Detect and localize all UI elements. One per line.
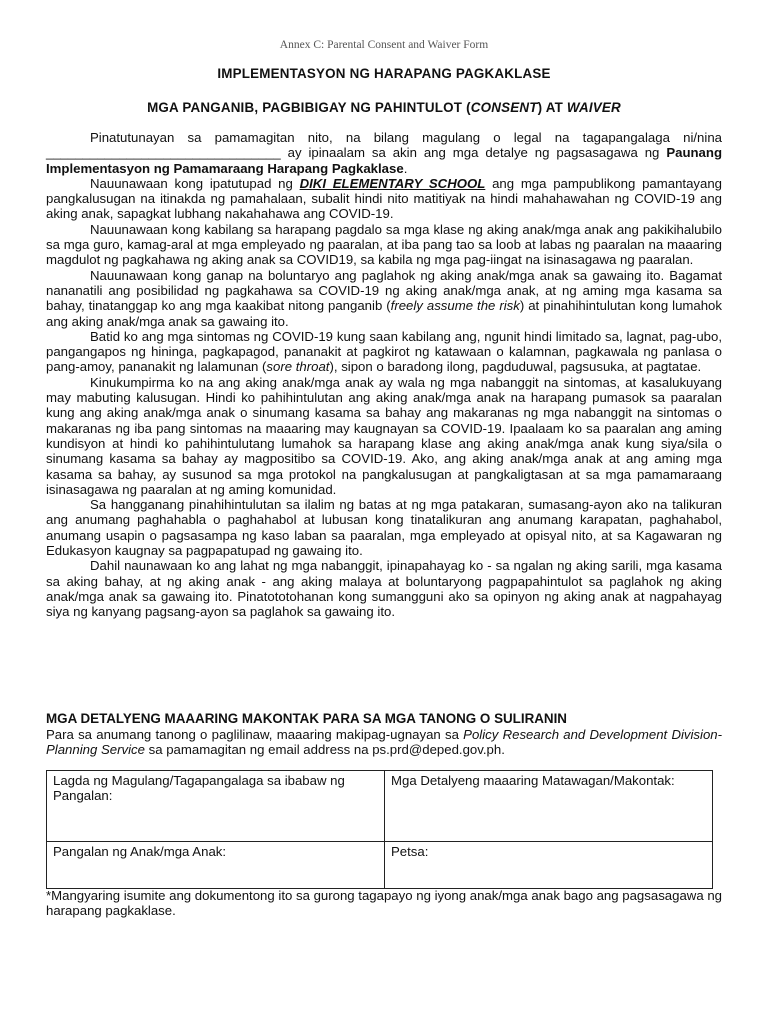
date-label: Petsa: [391,844,429,859]
child-name-label: Pangalan ng Anak/mga Anak: [53,844,227,859]
paragraph-text: Nauunawaan kong ganap na boluntaryo ang paglahok ng aking anak/mga anak sa gawaing ito. Bagamat nananatili ang posibilidad ng pagkahawa sa COVID-19 ng aking anak/mga anak, at ng aming mga kasama sa bahay, tinatanggap ko ang mga kaakibat nitong panganib ( [46,267,722,314]
paragraph-italic: freely assume the risk [390,298,520,314]
paragraph-text: Batid ko ang mga sintomas ng COVID-19 kung saan kabilang ang, ngunit hindi limitado sa, lagnat, pag-ubo, pangangapos ng hininga, pagkapagod, pananakit at pagkirot ng katawaan o kalamnan, pagkawala ng panlasa o pang-amoy, pananakit ng lalamunan ( [46,328,722,375]
paragraph-text: Nauunawaan kong ipatutupad ng [90,175,300,191]
signature-field[interactable] [47,771,385,842]
contact-heading: MGA DETALYENG MAAARING MAKONTAK PARA SA MGA TANONG O SULIRANIN [46,711,567,726]
subtitle-waiver: WAIVER [566,100,621,115]
paragraph-text: . [403,160,408,176]
program-name: Paunang Implementasyon ng Pamamaraang Harapang Pagkaklase [46,145,722,176]
submission-footnote: *Mangyaring isumite ang dokumentong ito sa gurong tagapayo ng iyong anak/mga anak bago ang pagsasagawa ng harapang pagkaklase. [46,888,722,919]
paragraph-interaction: Nauunawaan kong kabilang sa harapang pagdalo sa mga klase ng aking anak/mga anak ang pakikihalubilo sa mga guro, kamag-aral at mga empleyado ng paaralan, at iba pang tao sa loob at labas ng paaralan na maaaring magdulot ng pagkahawa ng aking anak sa COVID19, sa kabila ng mga pag-iingat na isinasagawa ng paaralan. [46,221,722,268]
signature-label: Lagda ng Magulang/Tagapangalaga sa ibabaw ng Pangalan: [53,773,345,804]
subtitle-part: MGA PANGANIB, PAGBIBIGAY NG PAHINTULOT ( [147,100,471,115]
paragraph-symptoms [46,329,722,375]
paragraph-voluntary [46,268,722,329]
signature-table [46,770,713,889]
paragraph-text: ), sipon o baradong ilong, pagduduwal, pagsusuka, at pagtatae. [329,359,702,375]
subtitle-part: ) AT [537,100,567,115]
consent-body [46,130,722,620]
paragraph-waiver: Sa hangganang pinahihintulutan sa ilalim ng batas at ng mga patakaran, sumasang-ayon ako na talikuran ang anumang paghahabla o paghahabol at lubusan kong tinatalikuran ang anumang karapatan, paghahabol, anumang usapin o pagsasampa ng kaso laban sa paaralan, mga empleyado at opisyal nito, at sa Kagawaran ng Edukasyon kaugnay sa pagpapatupad ng gawaing ito. [46,497,722,559]
contact-details-label: Mga Detalyeng maaaring Matawagan/Makontak: [391,773,675,788]
annex-label: Annex C: Parental Consent and Waiver Form [279,39,489,51]
contact-text-part: Para sa anumang tanong o paglilinaw, maaaring makipag-ugnayan sa [46,727,464,742]
contact-details-field[interactable] [385,771,713,842]
paragraph-text: ay ipinaalam sa akin ang mga detalye ng pagsasagawa ng [280,145,667,161]
contact-office: Policy Research and Development Division-Planning Service [46,727,722,758]
paragraph-confirmation: Kinukumpirma ko na ang aking anak/mga anak ay wala ng mga nabanggit na sintomas, at kasalukuyang may mabuting kalusugan. Hindi ko pahihintulutan ang aking anak/mga anak na harapang pumasok sa paaralan kung ang aking anak/mga anak o sinumang kasama sa bahay ang makaranas ng mga nabanggit na sintomas o makaranas ng iba pang sintomas na maaaring may kaugnayan sa COVID-19. Ipaalaam ko sa paaralan ang aming kundisyon at hindi ko pahihintulutang lumahok sa harapang klase ang aking anak/mga anak kung siya/sila o sinumang kasama sa bahay ay magpositibo sa COVID-19. Ako, ang aking anak/mga anak at ang aming mga kasama sa bahay, ay susunod sa mga protokol na pangkalusugan at pangkaligtasan at sa mga pamamaraang isinasagawa ng paaralan at ng aming komunidad. [46,374,722,497]
contact-text-part: sa pamamagitan ng email address na ps.prd@deped.gov.ph. [144,742,505,758]
date-field[interactable] [385,842,713,889]
paragraph-text: Pinatutunayan sa pamamagitan nito, na bilang magulang o legal na tagapangalaga ni/nina [90,130,722,145]
paragraph-text: ) at pinahihintulutan kong lumahok ang aking anak/mga anak sa gawaing ito. [46,298,722,329]
document-title: IMPLEMENTASYON NG HARAPANG PAGKAKLASE [217,66,551,81]
paragraph-certification [46,130,722,176]
contact-text [46,727,722,758]
document-subtitle [0,100,768,115]
subtitle-consent: CONSENT [470,100,538,115]
paragraph-italic: sore throat [266,359,330,375]
paragraph-health-standards [46,176,722,222]
paragraph-declaration: Dahil naunawaan ko ang lahat ng mga nabanggit, ipinapahayag ko - sa ngalan ng aking sarili, mga kasama sa aking bahay, at ng aking anak - ang aking malaya at boluntaryong pagpapahintulot sa paglahok ng aking anak/mga anak sa gawaing ito. Pinatototohanan kong sumangguni ako sa opinyon ng aking anak at nagpahayag siya ng kanyang pagsang-ayon sa paglahok sa gawaing ito. [46,558,722,620]
child-name-blank: ________________________________ [46,145,281,161]
school-name: DIKI ELEMENTARY SCHOOL [299,175,486,191]
child-name-field[interactable] [47,842,385,889]
paragraph-text: ang mga pampublikong pamantayang pangkalusugan na itinakda ng pamahalaan, subalit hindi nito matitiyak na hindi mahahawahan ng COVID-19 ang aking anak, sapagkat lubhang nakahahawa ang COVID-19. [46,175,723,222]
